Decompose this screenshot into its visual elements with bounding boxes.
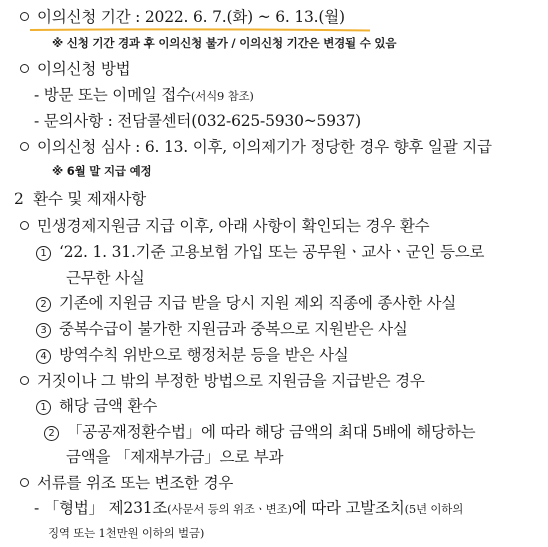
forgery-title: 서류를 위조 또는 변조한 경우 (37, 474, 234, 492)
review-line (20, 140, 492, 156)
period-note: ※ 신청 기간 경과 후 이의신청 불가 / 이의신청 기간은 변경될 수 있음 (52, 36, 397, 50)
refund-item-1-cont: 근무한 사실 (66, 269, 145, 287)
refund-item-1-text: ‘22. 1. 31.기준 고용보험 가입 또는 공무원ㆍ교사ㆍ군인 등으로 (59, 243, 485, 261)
method-visit-line (34, 88, 254, 104)
circled-number-icon: 2 (36, 297, 51, 312)
circle-bullet-icon (20, 142, 29, 151)
period-end: 6. 13.(월) (275, 8, 345, 26)
circle-bullet-icon (20, 376, 29, 385)
circled-number-icon: 1 (36, 246, 51, 261)
fraud-item-2-text: 「공공재정환수법」에 따라 해당 금액의 최대 5배에 해당하는 (67, 423, 476, 441)
forgery-line-2: 징역 또는 1천만원 이하의 벌금) (48, 526, 205, 540)
period-tilde: ~ (257, 8, 271, 26)
circled-number-icon: 3 (36, 323, 51, 338)
fraud-title: 거짓이나 그 밖의 부정한 방법으로 지원금을 지급받은 경우 (37, 372, 425, 390)
method-visit: - 방문 또는 이메일 접수 (34, 86, 191, 104)
method-title: 이의신청 방법 (37, 60, 131, 78)
forgery-action: 에 따라 고발조치 (291, 499, 405, 517)
circled-number-icon: 2 (44, 426, 59, 441)
period-label: 이의신청 기간 (37, 8, 131, 26)
forgery-title-line (20, 476, 233, 492)
section2-title: 환수 및 제재사항 (33, 190, 147, 208)
refund-item-1 (36, 245, 484, 261)
review-text: 이의신청 심사 : 6. 13. 이후, 이의제기가 정당한 경우 향후 일괄 지급 (37, 138, 492, 156)
review-note: ※ 6월 말 지급 예정 (52, 164, 152, 178)
fraud-item-2-cont: 금액을 「제재부가금」으로 부과 (66, 448, 284, 466)
section2-heading (14, 192, 146, 208)
circle-bullet-icon (20, 64, 29, 73)
refund-item-4 (36, 348, 349, 364)
refund-item-3-text: 중복수급이 불가한 지원금과 중복으로 지원받은 사실 (59, 320, 408, 338)
refund-item-2 (36, 296, 456, 312)
circled-number-icon: 1 (36, 400, 51, 415)
forgery-law: - 「형법」 제231조 (34, 499, 168, 517)
circle-bullet-icon (20, 221, 29, 230)
section2-number: 2 (14, 190, 24, 208)
refund-item-3 (36, 322, 408, 338)
refund-title-line (20, 219, 429, 235)
fraud-item-1 (36, 399, 157, 415)
fraud-item-1-text: 해당 금액 환수 (59, 397, 158, 415)
refund-item-4-text: 방역수칙 위반으로 행정처분 등을 받은 사실 (59, 346, 349, 364)
fraud-title-line (20, 374, 425, 390)
refund-item-2-text: 기존에 지원금 지급 받을 당시 지원 제외 직종에 종사한 사실 (59, 294, 457, 312)
highlight-underline (30, 28, 370, 32)
method-visit-ref: (서식9 참조) (190, 89, 254, 103)
forgery-law-paren: (사문서 등의 위조ㆍ변조) (167, 502, 292, 516)
circle-bullet-icon (20, 478, 29, 487)
forgery-penalty-start: (5년 이하의 (404, 502, 464, 516)
method-title-line (20, 62, 130, 78)
period-start: 2022. 6. 7.(화) (144, 8, 253, 26)
circle-bullet-icon (20, 12, 29, 21)
period-line (20, 10, 345, 26)
fraud-item-2 (44, 425, 475, 441)
refund-title: 민생경제지원금 지급 이후, 아래 사항이 확인되는 경우 환수 (37, 217, 430, 235)
circled-number-icon: 4 (36, 349, 51, 364)
period-separator: : (135, 8, 141, 26)
forgery-line-1 (34, 501, 463, 517)
method-inquiry: - 문의사항 : 전담콜센터(032-625-5930~5937) (34, 112, 362, 130)
